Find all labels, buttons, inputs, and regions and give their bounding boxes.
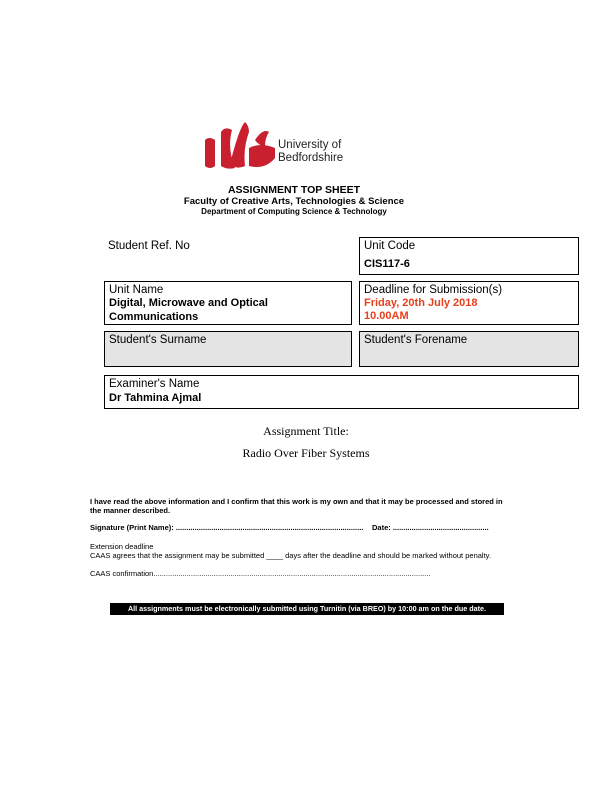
sheet-title: ASSIGNMENT TOP SHEET — [227, 184, 361, 196]
deadline-box[interactable] — [359, 281, 579, 325]
extension-label: Extension deadline — [90, 542, 154, 551]
unit-name-line1: Digital, Microwave and Optical — [109, 297, 268, 309]
university-name-line2: Bedfordshire — [278, 152, 344, 164]
university-name-line1: University of — [278, 139, 342, 151]
date-text: Date: .............................................. — [372, 523, 489, 532]
declaration-line1: I have read the above information and I confirm that this work is my own and that it may be processed and stored in — [90, 497, 503, 506]
date-line[interactable] — [372, 523, 489, 532]
examiner-value: Dr Tahmina Ajmal — [109, 392, 202, 404]
examiner-box[interactable] — [104, 375, 579, 409]
department-name: Department of Computing Science & Technology — [201, 207, 387, 216]
faculty-name: Faculty of Creative Arts, Technologies & Science — [183, 196, 405, 207]
unit-name-box[interactable] — [104, 281, 352, 325]
deadline-label: Deadline for Submission(s) — [364, 284, 503, 296]
forename-field[interactable] — [359, 331, 579, 367]
unit-name-line2: Communications — [109, 311, 199, 323]
submission-banner: All assignments must be electronically submitted using Turnitin (via BREO) by 10:00 am on the due date. — [110, 603, 504, 615]
signature-text: Signature (Print Name): .......................................................................................... — [90, 523, 364, 532]
forename-label: Student's Forename — [364, 334, 468, 346]
unit-name-label: Unit Name — [109, 284, 164, 296]
caas-confirmation: CAAS confirmation..................................................................................................................................... — [90, 569, 431, 578]
student-ref-label: Student Ref. No — [108, 240, 190, 252]
caas-agrees-text: CAAS agrees that the assignment may be submitted ____ days after the deadline and should be marked without penalty. — [90, 551, 491, 560]
unit-code-value: CIS117-6 — [364, 258, 410, 270]
deadline-date: Friday, 20th July 2018 — [364, 297, 478, 309]
surname-label: Student's Surname — [109, 334, 207, 346]
university-name — [278, 139, 343, 165]
surname-field[interactable] — [104, 331, 352, 367]
signature-line[interactable] — [90, 523, 363, 532]
unit-code-label: Unit Code — [364, 240, 416, 252]
unit-code-box[interactable] — [359, 237, 579, 275]
deadline-time: 10.00AM — [364, 310, 409, 322]
examiner-label: Examiner's Name — [109, 378, 200, 390]
assignment-title-label: Assignment Title: — [263, 424, 349, 438]
declaration-line2: the manner described. — [90, 506, 171, 515]
assignment-title-value: Radio Over Fiber Systems — [242, 446, 370, 460]
